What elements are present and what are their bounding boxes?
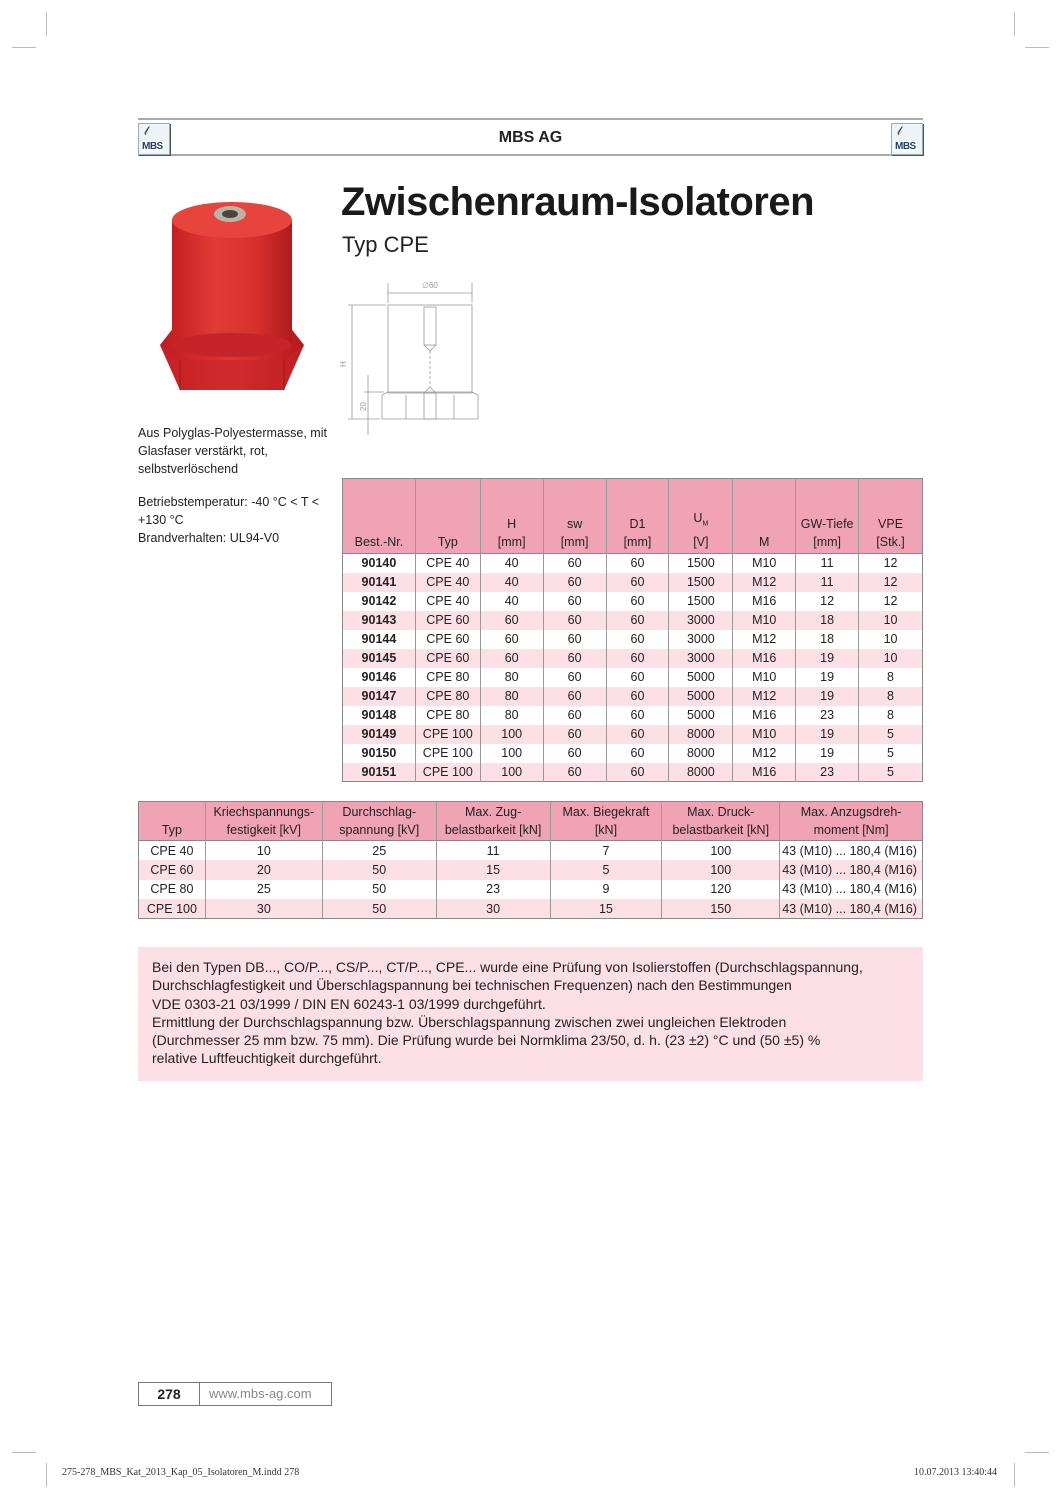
table-cell: 8 xyxy=(859,687,923,706)
page-title: Zwischenraum-Isolatoren xyxy=(341,180,815,224)
col-header: Typ xyxy=(139,802,206,841)
table-row xyxy=(139,880,923,900)
table-cell: 90142 xyxy=(361,594,397,608)
table-cell: 15 xyxy=(436,860,550,880)
table-cell: 60 xyxy=(606,668,669,687)
table-cell: 60 xyxy=(606,611,669,630)
table-cell: 60 xyxy=(606,725,669,744)
table-cell: M16 xyxy=(733,706,796,725)
note-line: Bei den Typen DB..., CO/P..., CS/P..., CT/P..., CPE... wurde eine Prüfung von Isolierstoffen (Durchschlagspannung, xyxy=(152,959,863,975)
table-cell: 19 xyxy=(796,649,859,668)
table-cell: 60 xyxy=(606,592,669,611)
table-cell: 1500 xyxy=(669,592,733,611)
table-cell: 5 xyxy=(859,725,923,744)
table-cell: 20 xyxy=(205,860,322,880)
fire-rating-text: Brandverhalten: UL94-V0 xyxy=(138,531,280,545)
table-cell: M12 xyxy=(733,630,796,649)
col-header: H [mm] xyxy=(480,479,543,554)
material-text: Aus Polyglas-Polyestermasse, mit Glasfaser verstärkt, rot, selbstverlöschend xyxy=(138,426,327,476)
col-header: Max. Zug- belastbarkeit [kN] xyxy=(436,802,550,841)
col-header: M xyxy=(733,479,796,554)
crop-mark xyxy=(1014,1463,1015,1487)
product-photo xyxy=(158,200,306,395)
base-height-label: 20 xyxy=(359,402,368,411)
table-cell: 23 xyxy=(796,706,859,725)
table-cell: 30 xyxy=(436,899,550,919)
table-cell: 3000 xyxy=(669,630,733,649)
note-line: (Durchmesser 25 mm bzw. 75 mm). Die Prüfung wurde bei Normklima 23/50, d. h. (23 ±2) °C und (50 ±5) % xyxy=(152,1032,821,1049)
table-cell: 50 xyxy=(322,860,436,880)
crop-mark xyxy=(12,47,36,48)
col-header: Max. Druck- belastbarkeit [kN] xyxy=(662,802,780,841)
technical-drawing xyxy=(340,275,490,435)
table-cell: 19 xyxy=(796,668,859,687)
table-cell: 60 xyxy=(543,706,606,725)
table-cell: 23 xyxy=(796,763,859,782)
table-row xyxy=(343,630,923,649)
table-cell: 43 (M10) ... 180,4 (M16) xyxy=(780,880,923,900)
table-cell: M10 xyxy=(733,725,796,744)
table-cell: 60 xyxy=(543,763,606,782)
table-cell: 50 xyxy=(322,899,436,919)
hand-icon: 𝓁 xyxy=(144,124,148,138)
table-row xyxy=(139,841,923,861)
table-row xyxy=(343,554,923,573)
table-row xyxy=(343,668,923,687)
table-cell: 60 xyxy=(480,649,543,668)
table-cell: 8 xyxy=(859,668,923,687)
table-cell: 90151 xyxy=(343,763,416,782)
table-cell: 90140 xyxy=(361,556,397,571)
table-cell: CPE 80 xyxy=(415,687,480,706)
table-cell: 40 xyxy=(480,592,543,611)
table-row xyxy=(343,611,923,630)
table-row xyxy=(343,573,923,592)
table-cell: 23 xyxy=(436,880,550,900)
table-cell: 50 xyxy=(322,880,436,900)
note-line: VDE 0303-21 03/1999 / DIN EN 60243-1 03/1999 durchgeführt. xyxy=(152,995,546,1012)
table-cell: 90145 xyxy=(343,649,416,668)
table-row xyxy=(139,899,923,919)
col-header: Durchschlag- spannung [kV] xyxy=(322,802,436,841)
table-cell: 10 xyxy=(859,611,923,630)
col-header: Max. Anzugsdreh- moment [Nm] xyxy=(780,802,923,841)
table-cell: M10 xyxy=(733,554,796,573)
col-header: Max. Biegekraft [kN] xyxy=(550,802,662,841)
table-cell: 7 xyxy=(550,841,662,861)
table-cell: 60 xyxy=(543,725,606,744)
table-cell: 150 xyxy=(662,899,780,919)
table-cell: 43 (M10) ... 180,4 (M16) xyxy=(780,860,923,880)
table-cell: 40 xyxy=(480,573,543,592)
table-cell: CPE 80 xyxy=(150,882,194,897)
crop-mark xyxy=(1025,1452,1049,1453)
height-label: H xyxy=(339,361,348,367)
table-cell: 1500 xyxy=(669,554,733,573)
table-cell: 60 xyxy=(543,554,606,573)
table-cell: M16 xyxy=(733,763,796,782)
table-cell: 5000 xyxy=(669,687,733,706)
table-cell: 3000 xyxy=(669,649,733,668)
crop-mark xyxy=(46,12,47,36)
table-cell: 19 xyxy=(796,687,859,706)
table-cell: M16 xyxy=(733,592,796,611)
col-header: Best.-Nr. xyxy=(343,479,416,554)
table-cell: 90143 xyxy=(343,611,416,630)
table-cell: 3000 xyxy=(669,611,733,630)
table-cell: 43 (M10) ... 180,4 (M16) xyxy=(780,841,923,861)
table-cell: 15 xyxy=(550,899,662,919)
file-slug: 275-278_MBS_Kat_2013_Kap_05_Isolatoren_M.indd 278 xyxy=(62,1467,300,1478)
col-header: Kriechspannungs- festigkeit [kV] xyxy=(205,802,322,841)
table-cell: 5000 xyxy=(669,706,733,725)
table-cell: 60 xyxy=(606,687,669,706)
table-cell: 100 xyxy=(480,725,543,744)
table-cell: 100 xyxy=(662,841,780,861)
table-row xyxy=(139,860,923,880)
table-cell: 8000 xyxy=(669,763,733,782)
table-cell: 90149 xyxy=(343,725,416,744)
table-cell: 11 xyxy=(436,841,550,861)
table-cell: 90146 xyxy=(361,670,397,684)
col-header: GW-Tiefe [mm] xyxy=(796,479,859,554)
table-cell: 30 xyxy=(205,899,322,919)
table-cell: 25 xyxy=(205,880,322,900)
table-cell: 19 xyxy=(796,725,859,744)
diameter-label: ∅60 xyxy=(422,281,438,290)
table-cell: CPE 80 xyxy=(415,706,480,725)
table-cell: 8 xyxy=(859,706,923,725)
table-cell: CPE 80 xyxy=(415,668,480,687)
table-cell: M12 xyxy=(733,687,796,706)
table-row xyxy=(343,649,923,668)
col-header: $U_M$ [V] xyxy=(669,479,733,554)
table-cell: 8000 xyxy=(669,725,733,744)
table-cell: 60 xyxy=(543,592,606,611)
page-subtitle: Typ CPE xyxy=(342,232,429,257)
table-cell: 90150 xyxy=(361,746,397,760)
crop-mark xyxy=(46,1463,47,1487)
table-cell: CPE 60 xyxy=(415,630,480,649)
properties-table xyxy=(138,801,923,919)
note-line: Ermittlung der Durchschlagspannung bzw. Überschlagspannung zwischen zwei ungleichen Elektroden xyxy=(152,1013,787,1030)
col-header: VPE [Stk.] xyxy=(859,479,923,554)
table-cell: 18 xyxy=(796,630,859,649)
table-cell: CPE 60 xyxy=(415,649,480,668)
header-title: MBS AG xyxy=(498,129,563,146)
table-cell: 80 xyxy=(480,687,543,706)
table-cell: 60 xyxy=(606,554,669,573)
table-cell: 60 xyxy=(543,649,606,668)
table-cell: 90147 xyxy=(343,687,416,706)
table-cell: 5 xyxy=(859,744,923,763)
product-description xyxy=(138,424,338,547)
table-cell: 12 xyxy=(859,592,923,611)
table-row xyxy=(343,706,923,725)
temperature-text: Betriebstemperatur: -40 °C < T < +130 °C xyxy=(138,495,320,527)
table-cell: 100 xyxy=(480,744,543,763)
note-line: relative Luftfeuchtigkeit durchgeführt. xyxy=(152,1050,382,1067)
table-cell: 10 xyxy=(859,630,923,649)
table-cell: 12 xyxy=(796,592,859,611)
col-header: D1 [mm] xyxy=(606,479,669,554)
table-cell: CPE 100 xyxy=(415,725,480,744)
logo-text: MBS xyxy=(142,141,163,152)
table-cell: 60 xyxy=(543,630,606,649)
table-cell: M12 xyxy=(733,573,796,592)
table-header-row xyxy=(343,479,923,554)
table-cell: 25 xyxy=(322,841,436,861)
note-line: Durchschlagfestigkeit und Überschlagspannung bei technischen Frequenzen) nach den Bestimmungen xyxy=(152,977,792,994)
table-cell: 100 xyxy=(662,860,780,880)
table-row xyxy=(343,763,923,782)
table-cell: 90144 xyxy=(361,632,397,646)
table-cell: 12 xyxy=(859,554,923,573)
table-cell: 60 xyxy=(543,687,606,706)
table-cell: M10 xyxy=(733,611,796,630)
table-cell: 60 xyxy=(480,630,543,649)
table-cell: CPE 60 xyxy=(139,860,206,880)
table-cell: 80 xyxy=(480,668,543,687)
table-cell: 60 xyxy=(543,744,606,763)
table-cell: 5 xyxy=(859,763,923,782)
table-cell: 19 xyxy=(796,744,859,763)
table-row xyxy=(343,725,923,744)
table-cell: 60 xyxy=(606,763,669,782)
table-cell: 60 xyxy=(606,649,669,668)
table-cell: 60 xyxy=(480,611,543,630)
table-cell: CPE 40 xyxy=(415,573,480,592)
page-footer xyxy=(138,1382,332,1406)
table-cell: CPE 40 xyxy=(415,592,480,611)
table-cell: CPE 40 xyxy=(415,554,480,573)
page-number: 278 xyxy=(139,1383,200,1405)
logo-text: MBS xyxy=(895,141,916,152)
table-cell: 40 xyxy=(480,554,543,573)
table-cell: 12 xyxy=(859,573,923,592)
crop-mark xyxy=(12,1452,36,1453)
col-header: sw [mm] xyxy=(543,479,606,554)
website-link[interactable]: www.mbs-ag.com xyxy=(209,1386,312,1401)
table-cell: M12 xyxy=(733,744,796,763)
table-cell: M16 xyxy=(733,649,796,668)
table-cell: CPE 100 xyxy=(415,744,480,763)
table-cell: 11 xyxy=(796,573,859,592)
table-cell: 18 xyxy=(796,611,859,630)
table-cell: 1500 xyxy=(669,573,733,592)
page-header xyxy=(138,118,923,156)
table-cell: 100 xyxy=(480,763,543,782)
table-cell: 5 xyxy=(550,860,662,880)
print-timestamp: 10.07.2013 13:40:44 xyxy=(913,1467,997,1478)
hand-icon: 𝓁 xyxy=(897,124,901,138)
crop-mark xyxy=(1014,12,1015,36)
crop-mark xyxy=(1025,47,1049,48)
test-note xyxy=(138,947,923,1081)
table-header-row xyxy=(139,802,923,841)
table-cell: 9 xyxy=(550,880,662,900)
table-cell: CPE 40 xyxy=(150,843,194,858)
table-cell: 8000 xyxy=(669,744,733,763)
table-cell: 60 xyxy=(543,611,606,630)
col-header: Typ xyxy=(415,479,480,554)
mbs-logo xyxy=(891,123,923,155)
table-cell: 120 xyxy=(662,880,780,900)
table-cell: 5000 xyxy=(669,668,733,687)
table-row xyxy=(343,744,923,763)
table-row xyxy=(343,687,923,706)
table-cell: CPE 100 xyxy=(139,899,206,919)
table-cell: 43 (M10) ... 180,4 (M16) xyxy=(780,899,923,919)
table-cell: 90141 xyxy=(343,573,416,592)
table-cell: 60 xyxy=(543,668,606,687)
table-row xyxy=(343,592,923,611)
table-cell: 60 xyxy=(606,630,669,649)
table-cell: CPE 60 xyxy=(415,611,480,630)
table-cell: 90148 xyxy=(361,708,397,722)
table-cell: 10 xyxy=(205,841,322,861)
table-cell: 60 xyxy=(606,706,669,725)
table-cell: 60 xyxy=(606,573,669,592)
table-cell: CPE 100 xyxy=(415,763,480,782)
table-cell: 11 xyxy=(796,554,859,573)
table-cell: 10 xyxy=(859,649,923,668)
table-cell: M10 xyxy=(733,668,796,687)
order-table xyxy=(342,478,923,782)
table-cell: 60 xyxy=(606,744,669,763)
table-cell: 80 xyxy=(480,706,543,725)
table-cell: 60 xyxy=(543,573,606,592)
